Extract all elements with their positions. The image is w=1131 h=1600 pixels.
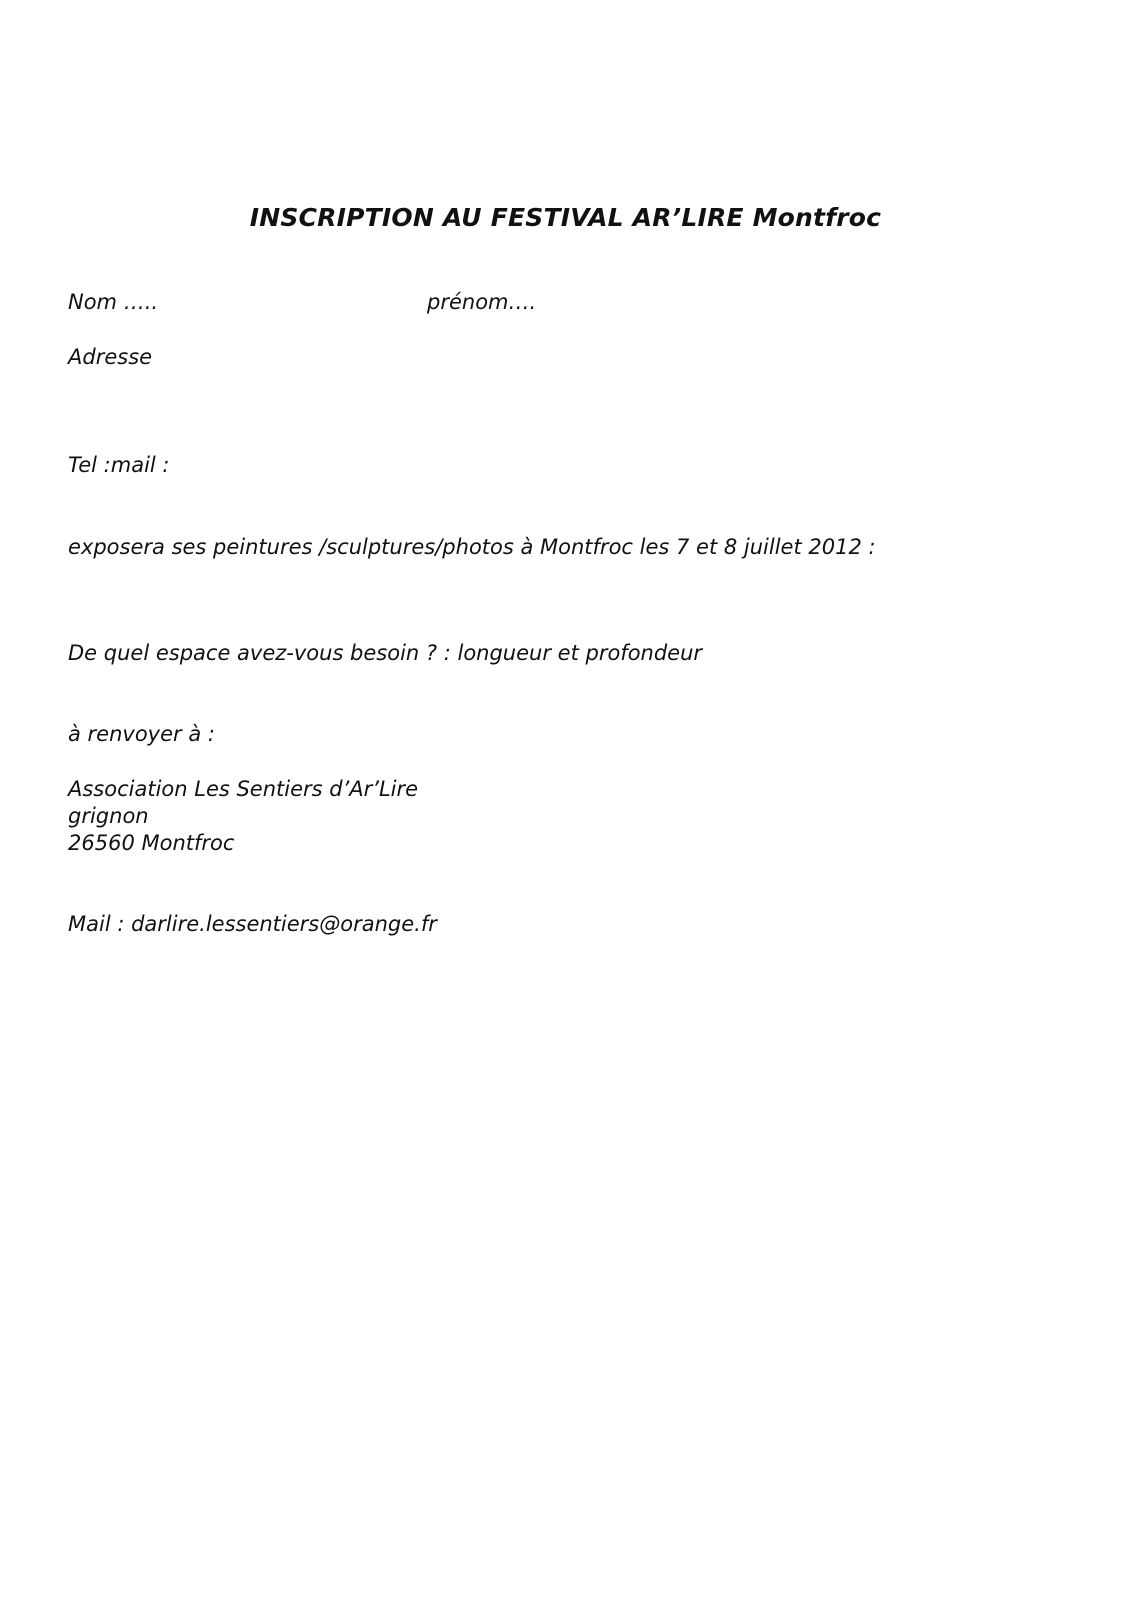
space-question: De quel espace avez-vous besoin ? : longueur et profondeur — [68, 641, 703, 665]
address-line-postcode-city: 26560 Montfroc — [68, 831, 235, 855]
tel-mail-field-label: Tel :mail : — [68, 453, 170, 477]
nom-field-label: Nom ….. — [68, 290, 159, 314]
adresse-field-label: Adresse — [68, 345, 153, 369]
address-line-association: Association Les Sentiers d’Ar’Lire — [68, 777, 419, 801]
address-line-locality: grignon — [68, 804, 149, 828]
exposition-statement: exposera ses peintures /sculptures/photos à Montfroc les 7 et 8 juillet 2012 : — [68, 535, 876, 559]
contact-email: Mail : darlire.lessentiers@orange.fr — [68, 912, 437, 936]
return-to-label: à renvoyer à : — [68, 722, 215, 746]
page-title: INSCRIPTION AU FESTIVAL AR’LIRE Montfroc — [249, 203, 882, 232]
prenom-field-label: prénom…. — [427, 290, 537, 314]
